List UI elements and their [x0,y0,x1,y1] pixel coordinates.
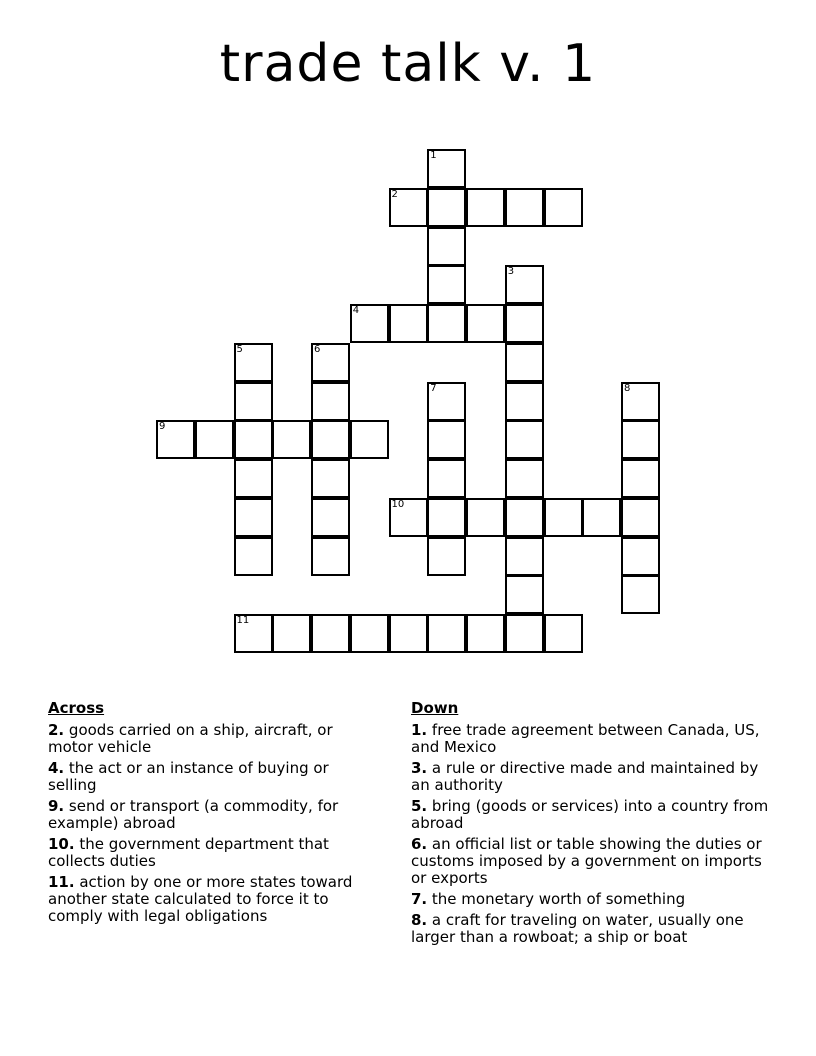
cell-number: 6 [314,343,321,355]
crossword-cell[interactable] [195,420,234,459]
across-clue [48,798,378,832]
cell-number: 7 [430,382,437,394]
crossword-cell[interactable] [234,498,273,537]
crossword-cell[interactable] [505,575,544,614]
crossword-cell[interactable] [505,498,544,537]
clue-text: a craft for traveling on water, usually one larger than a rowboat; a ship or boat [411,911,744,946]
crossword-cell[interactable] [427,304,466,343]
crossword-cell[interactable] [272,420,311,459]
clue-number: 7. [411,890,428,908]
crossword-cell[interactable] [621,382,660,421]
crossword-cell[interactable] [427,227,466,266]
cell-number: 5 [236,343,243,355]
clue-text: the monetary worth of something [431,890,686,908]
across-clue [48,760,378,794]
down-clue [411,891,771,908]
clue-text: goods carried on a ship, aircraft, or motor vehicle [48,721,333,756]
clue-text: send or transport (a commodity, for example) abroad [48,797,339,832]
across-heading: Across [48,699,105,717]
crossword-cell[interactable] [272,614,311,653]
clue-number: 3. [411,759,428,777]
clue-number: 1. [411,721,428,739]
clue-number: 9. [48,797,65,815]
down-clue [411,722,771,756]
clue-number: 4. [48,759,65,777]
down-clues [411,700,771,950]
crossword-cell[interactable] [350,304,389,343]
crossword-cell[interactable] [544,498,583,537]
clue-number: 6. [411,835,428,853]
clue-number: 2. [48,721,65,739]
crossword-cell[interactable] [505,614,544,653]
crossword-cell[interactable] [427,459,466,498]
crossword-cell[interactable] [156,420,195,459]
page-title: trade talk v. 1 [219,34,597,94]
crossword-cell[interactable] [621,575,660,614]
cell-number: 11 [236,615,250,626]
across-clues [48,700,378,929]
crossword-cell[interactable] [427,537,466,576]
crossword-cell[interactable] [389,188,428,227]
across-clue [48,722,378,756]
crossword-cell[interactable] [505,420,544,459]
crossword-cell[interactable] [582,498,621,537]
crossword-cell[interactable] [427,614,466,653]
crossword-cell[interactable] [234,614,273,653]
clue-number: 11. [48,873,75,891]
clue-number: 8. [411,911,428,929]
crossword-cell[interactable] [621,498,660,537]
crossword-cell[interactable] [427,265,466,304]
crossword-cell[interactable] [505,537,544,576]
crossword-cell[interactable] [389,498,428,537]
crossword-cell[interactable] [466,304,505,343]
cell-number: 2 [391,188,398,200]
crossword-cell[interactable] [311,382,350,421]
across-clue [48,836,378,870]
crossword-cell[interactable] [311,420,350,459]
clue-text: free trade agreement between Canada, US, and Mexico [411,721,760,756]
cell-number: 10 [391,498,405,510]
crossword-cell[interactable] [311,459,350,498]
crossword-cell[interactable] [350,420,389,459]
crossword-cell[interactable] [466,498,505,537]
crossword-cell[interactable] [311,614,350,653]
crossword-cell[interactable] [427,498,466,537]
crossword-cell[interactable] [427,149,466,188]
cell-number: 8 [624,382,631,394]
crossword-cell[interactable] [234,459,273,498]
crossword-cell[interactable] [234,343,273,382]
down-clue [411,836,771,887]
crossword-cell[interactable] [389,304,428,343]
crossword-cell[interactable] [505,188,544,227]
crossword-cell[interactable] [466,188,505,227]
crossword-cell[interactable] [350,614,389,653]
cell-number: 3 [507,266,515,278]
clue-text: the act or an instance of buying or selling [48,759,329,794]
crossword-cell[interactable] [621,459,660,498]
down-clue [411,912,771,946]
crossword-cell[interactable] [505,459,544,498]
crossword-cell[interactable] [427,420,466,459]
clue-number: 5. [411,797,428,815]
crossword-cell[interactable] [466,614,505,653]
crossword-cell[interactable] [311,537,350,576]
cell-number: 9 [159,421,166,433]
crossword-cell[interactable] [427,188,466,227]
crossword-cell[interactable] [621,537,660,576]
crossword-cell[interactable] [389,614,428,653]
crossword-cell[interactable] [505,265,544,304]
crossword-cell[interactable] [311,343,350,382]
down-heading: Down [411,699,459,717]
crossword-cell[interactable] [621,420,660,459]
crossword-cell[interactable] [544,614,583,653]
clue-text: bring (goods or services) into a country from abroad [411,797,769,832]
clue-text: the government department that collects duties [48,835,329,870]
clue-text: a rule or directive made and maintained by an authority [411,759,759,794]
crossword-cell[interactable] [234,382,273,421]
crossword-cell[interactable] [234,537,273,576]
cell-number: 1 [430,150,437,161]
crossword-cell[interactable] [505,304,544,343]
crossword-cell[interactable] [234,420,273,459]
across-clue [48,874,378,925]
crossword-cell[interactable] [311,498,350,537]
crossword-cell[interactable] [505,343,544,382]
down-clue [411,760,771,794]
clue-text: an official list or table showing the duties or customs imposed by a government on imports or exports [411,835,762,887]
cell-number: 4 [352,305,360,316]
clue-number: 10. [48,835,75,853]
down-clue [411,798,771,832]
crossword-cell[interactable] [505,382,544,421]
clue-text: action by one or more states toward another state calculated to force it to comply with legal obligations [48,873,353,925]
crossword-cell[interactable] [427,382,466,421]
crossword-cell[interactable] [544,188,583,227]
